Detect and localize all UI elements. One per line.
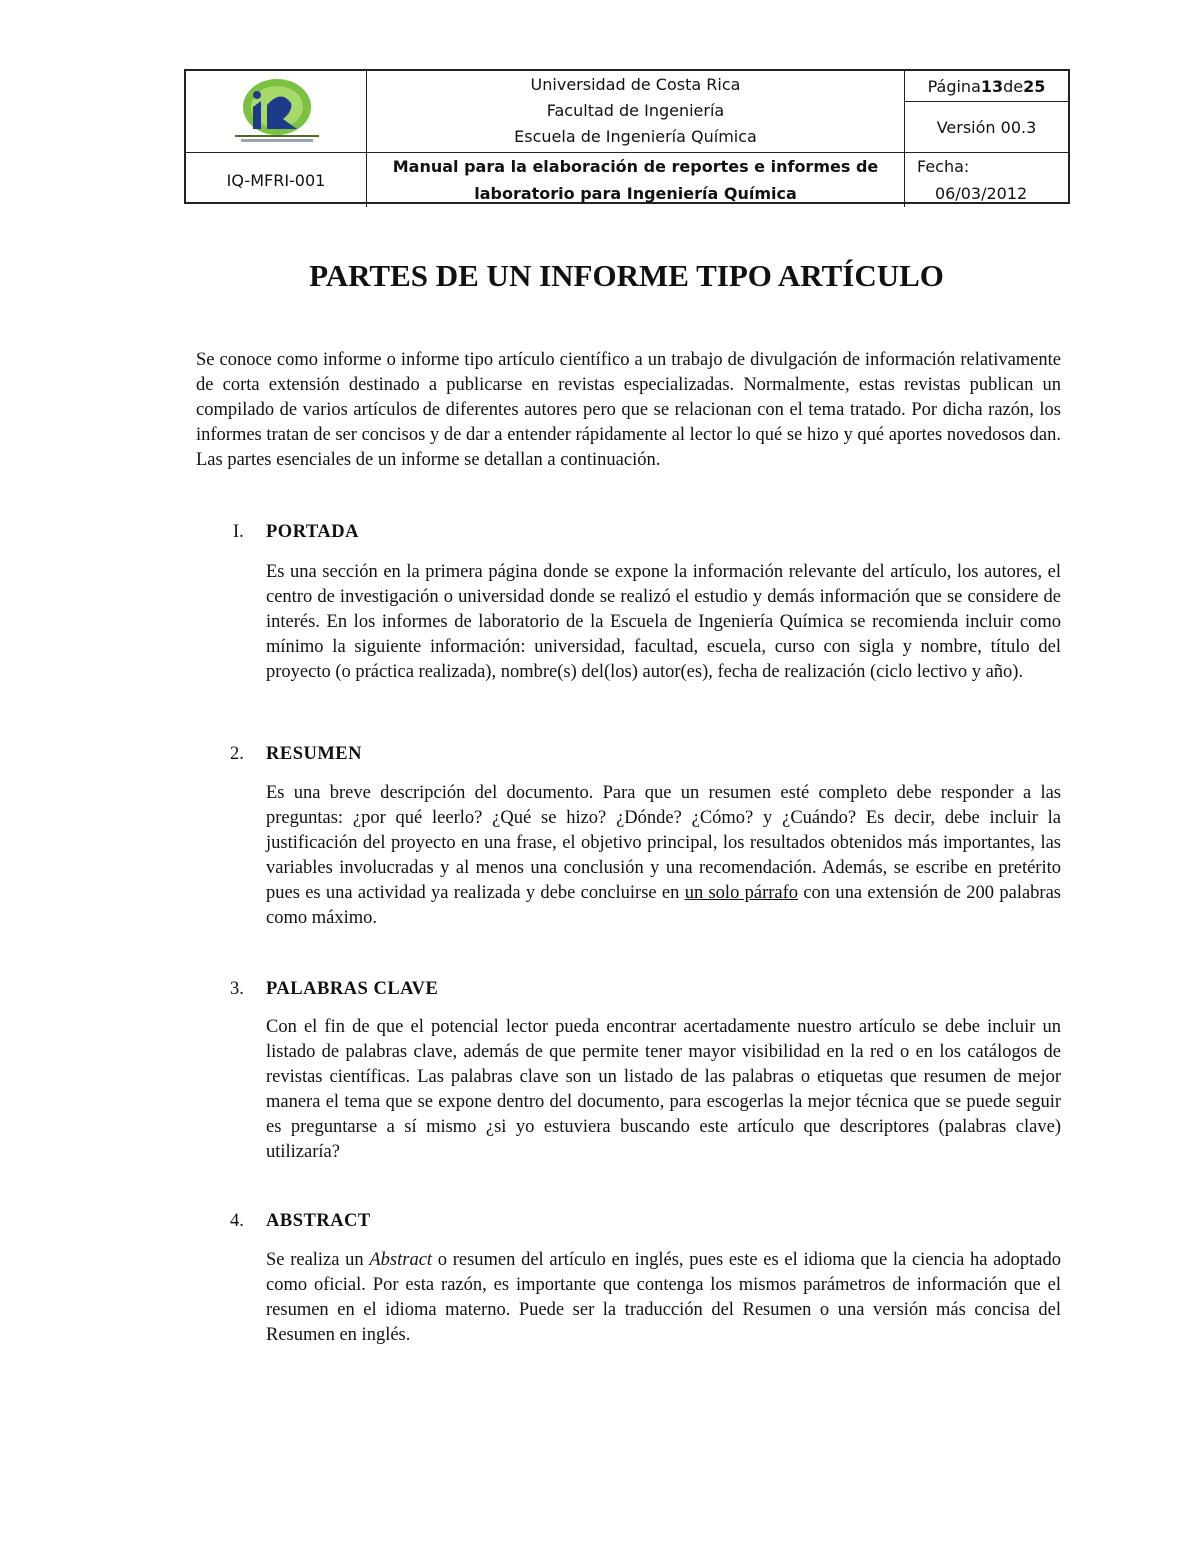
university-name: Universidad de Costa Rica (530, 75, 741, 94)
section-number: 2. (230, 744, 244, 764)
date-label: Fecha: (917, 157, 970, 176)
section-body-palabras-clave: Con el fin de que el potencial lector pueda encontrar acertadamente nuestro artículo se debe incluir un listado de palabras clave, además de que permite tener mayor visibilidad en la red o en los catálogos de revistas científicas. Las palabras clave son un listado de las palabras o etiquetas que resumen de mejor manera el tema que se expone dentro del documento, para escogerlas la mejor técnica que se puede seguir es preguntarse a sí mismo ¿si yo estuviera buscando este artículo que descriptores (palabras clave) utilizaría? (266, 1017, 1061, 1162)
manual-title-cell (367, 153, 905, 207)
page-total: 25 (1023, 76, 1046, 96)
faculty-name: Facultad de Ingeniería (546, 101, 725, 120)
date-cell (905, 153, 1068, 207)
school-logo-icon (221, 77, 331, 147)
underlined-phrase: un solo párrafo (684, 883, 799, 903)
italic-term: Abstract (369, 1250, 433, 1270)
manual-title-line-1: Manual para la elaboración de reportes e informes de (392, 157, 879, 176)
school-name: Escuela de Ingeniería Química (514, 127, 757, 146)
section-body-abstract: Se realiza un Abstract o resumen del artículo en inglés, pues este es el idioma que la ciencia ha adoptado como oficial. Por esta razón, es importante que contenga los mismos parámetros de información que el resumen en el idioma materno. Puede ser la traducción del Resumen o una versión más concisa del Resumen en inglés. (266, 1250, 1061, 1345)
section-body-portada: Es una sección en la primera página donde se expone la información relevante del artículo, los autores, el centro de investigación o universidad donde se realizó el estudio y demás información que se considere de interés. En los informes de laboratorio de la Escuela de Ingeniería Química se recomienda incluir como mínimo la siguiente información: universidad, facultad, escuela, curso con sigla y nombre, título del proyecto (o práctica realizada), nombre(s) del(los) autor(es), fecha de realización (ciclo lectivo y año). (266, 562, 1061, 682)
section-heading-portada: PORTADA (266, 522, 359, 542)
document-header-table (184, 69, 1070, 204)
document-code: IQ-MFRI-001 (186, 153, 367, 207)
institution-cell (367, 71, 905, 153)
date-value: 06/03/2012 (935, 184, 1028, 203)
section-body-resumen: Es una breve descripción del documento. Para que un resumen esté completo debe responder a las preguntas: ¿por qué leerlo? ¿Qué se hizo? ¿Dónde? ¿Cómo? y ¿Cuándo? Es decir, debe incluir la justificación del proyecto en una frase, el objetivo principal, los resultados obtenidos más importantes, las variables involucradas y al menos una conclusión y una recomendación. Además, se escribe en pretérito pues es una actividad ya realizada y debe concluirse en un solo párrafo con una extensión de 200 palabras como máximo. (266, 783, 1061, 928)
meta-cell (905, 71, 1068, 153)
section-heading-palabras-clave: PALABRAS CLAVE (266, 979, 439, 999)
page-indicator: Página 13 de 25 (905, 71, 1068, 102)
page-current: 13 (980, 76, 1004, 96)
section-heading-resumen: RESUMEN (266, 744, 363, 764)
logo-cell (186, 71, 367, 153)
section-number: 3. (230, 979, 244, 999)
manual-title-line-2: laboratorio para Ingeniería Química (474, 184, 797, 203)
section-number: 4. (230, 1211, 244, 1231)
version-label: Versión 00.3 (936, 117, 1037, 137)
intro-paragraph: Se conoce como informe o informe tipo artículo científico a un trabajo de divulgación de información relativamente de corta extensión destinado a publicarse en revistas especializadas. Normalmente, estas revistas publican un compilado de varios artículos de diferentes autores pero que se relacionan con el tema tratado. Por dicha razón, los informes tratan de ser concisos y de dar a entender rápidamente al lector lo qué se hizo y qué aportes novedosos dan. Las partes esenciales de un informe se detallan a continuación. (196, 350, 1061, 470)
section-number: I. (233, 522, 244, 542)
page-title: PARTES DE UN INFORME TIPO ARTÍCULO (309, 258, 944, 293)
section-heading-abstract: ABSTRACT (266, 1211, 371, 1231)
